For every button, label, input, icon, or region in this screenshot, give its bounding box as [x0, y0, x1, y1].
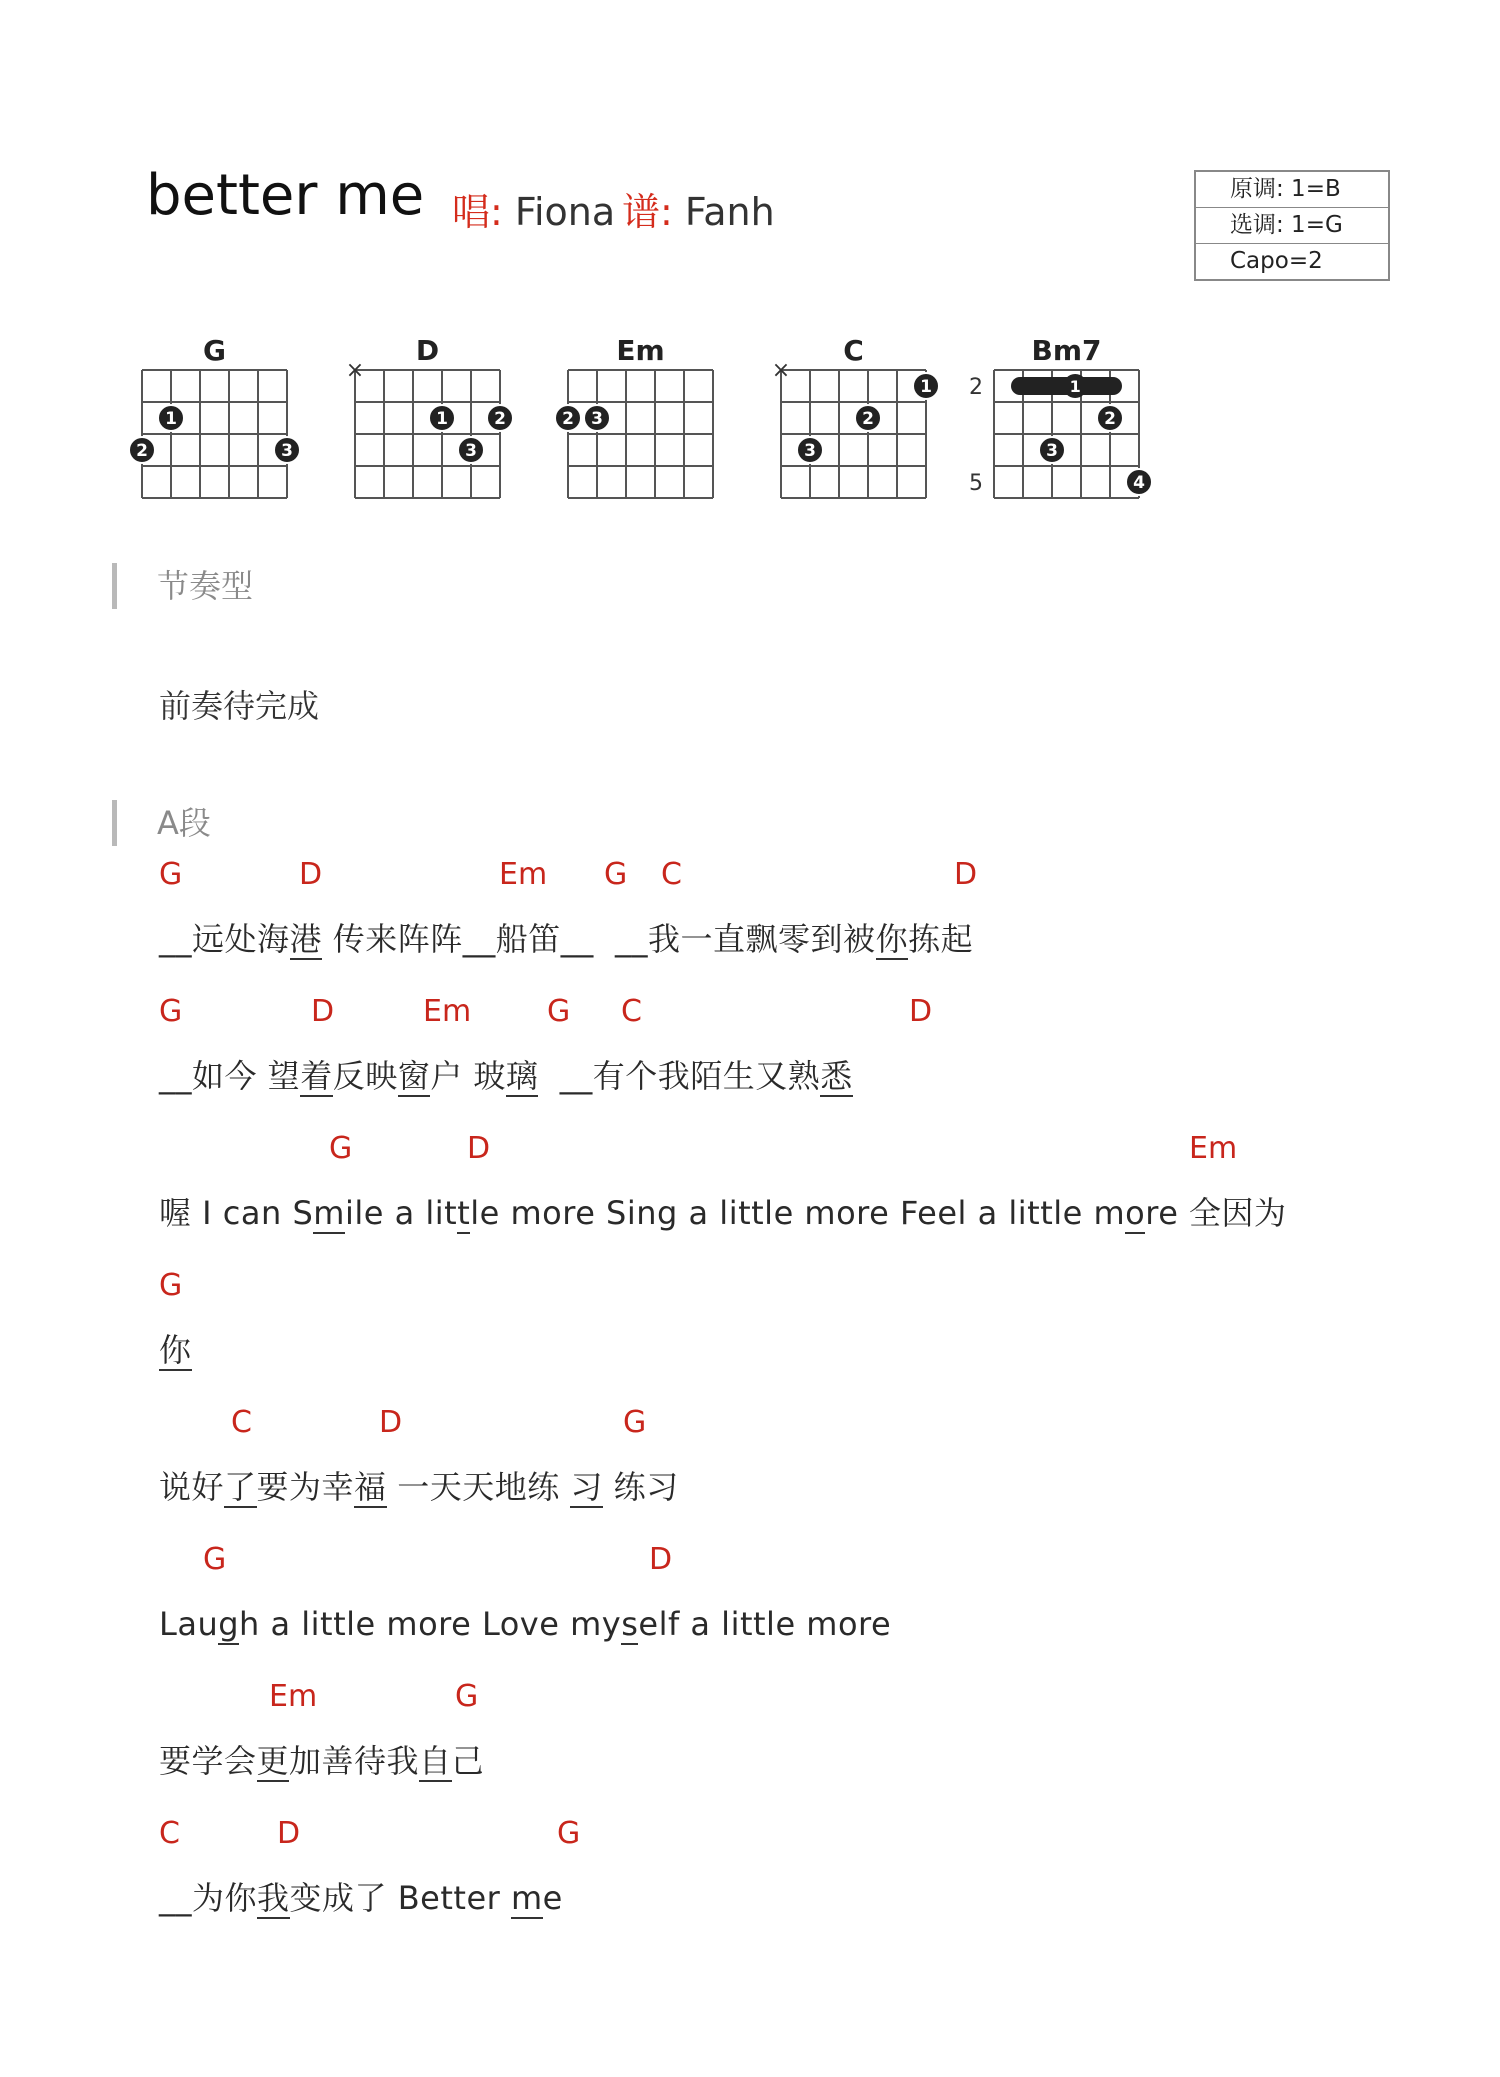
start-fret-label: 2	[969, 375, 983, 400]
underlined-syllable: s	[621, 1605, 639, 1643]
lyric-text: 反映	[332, 1057, 398, 1095]
finger-number: 1	[165, 409, 177, 429]
lyric-text: 要为幸	[256, 1468, 355, 1506]
tab-credit	[622, 190, 775, 234]
chord-symbol: D	[467, 1131, 491, 1166]
chord-name: G	[203, 334, 226, 367]
underlined-syllable: 更	[256, 1742, 290, 1780]
chord-name: C	[843, 334, 864, 367]
underlined-syllable: 我	[257, 1879, 290, 1917]
underlined-syllable: t	[457, 1194, 471, 1232]
chord-symbol: Em	[499, 857, 548, 892]
chord-symbol: G	[159, 1268, 183, 1303]
finger-number: 3	[281, 441, 293, 461]
singer-label: 唱:	[452, 190, 503, 234]
chord-symbol: C	[621, 994, 642, 1029]
chord-symbol: G	[623, 1405, 647, 1440]
lyric-text: le more Sing a little more Feel a little m	[470, 1194, 1126, 1232]
chord-symbol: C	[231, 1405, 252, 1440]
chord-symbol: Em	[1189, 1131, 1238, 1166]
original-key: 原调: 1=B	[1196, 172, 1388, 208]
underlined-syllable: 你	[875, 920, 909, 958]
lyric-text: e	[542, 1879, 563, 1917]
lyric-line	[159, 1877, 563, 1920]
finger-number: 2	[562, 409, 574, 429]
lyric-line	[159, 1603, 891, 1646]
finger-number: 1	[1069, 377, 1081, 396]
underlined-syllable: 璃	[505, 1057, 539, 1095]
underlined-syllable: 港	[289, 920, 323, 958]
chord-symbol: G	[455, 1679, 479, 1714]
chord-symbol: Em	[269, 1679, 318, 1714]
chord-symbol: G	[203, 1542, 227, 1577]
lyric-line	[159, 1329, 192, 1372]
song-title: better me	[146, 163, 425, 228]
lyric-text: re 全因为	[1145, 1194, 1287, 1232]
underlined-syllable: o	[1125, 1194, 1146, 1232]
underlined-syllable: m	[510, 1879, 543, 1917]
section-a: A段	[112, 800, 211, 846]
lyric-text: 一天天地练	[386, 1468, 571, 1506]
section-rhythm-pattern: 节奏型	[112, 563, 253, 609]
lyric-text: 拣起	[908, 920, 974, 958]
finger-number: 2	[136, 441, 148, 461]
chord-symbol: G	[604, 857, 628, 892]
finger-number: 4	[1133, 473, 1145, 493]
selected-key: 选调: 1=G	[1196, 208, 1388, 244]
chord-symbol: D	[954, 857, 978, 892]
lyric-text: 户 玻	[430, 1057, 506, 1095]
lyric-line	[159, 1740, 484, 1783]
underlined-syllable: 你	[159, 1331, 192, 1369]
lyric-text: 喔 I can S	[159, 1194, 314, 1232]
underlined-syllable: 悉	[820, 1057, 853, 1095]
lyric-line	[159, 1466, 679, 1509]
lyric-text: 要学会	[159, 1742, 257, 1780]
key-info-box	[1194, 170, 1390, 281]
chord-symbol: C	[661, 857, 682, 892]
tab-author-name: Fanh	[684, 190, 775, 234]
chord-diagram-d	[325, 320, 555, 510]
lyric-text: 己	[451, 1742, 485, 1780]
lyric-text: __如今 望	[159, 1057, 301, 1095]
chord-name: Bm7	[1031, 334, 1102, 367]
chord-symbol: D	[311, 994, 335, 1029]
lyric-text: 变成了 Better	[289, 1879, 511, 1917]
end-fret-label: 5	[969, 471, 983, 496]
chord-symbol: D	[649, 1542, 673, 1577]
lyric-line	[159, 1055, 853, 1098]
finger-number: 2	[862, 409, 874, 429]
chord-symbol: G	[557, 1816, 581, 1851]
lyric-text: __为你	[159, 1879, 258, 1917]
chord-line	[159, 1816, 1399, 1853]
underlined-syllable: 福	[354, 1468, 387, 1506]
chord-symbol: D	[277, 1816, 301, 1851]
chord-name: Em	[616, 334, 665, 367]
muted-string-mark: ×	[771, 358, 791, 383]
underlined-syllable: m	[313, 1194, 345, 1232]
chord-line	[159, 857, 1399, 894]
chord-symbol: C	[159, 1816, 180, 1851]
lyric-line	[159, 1192, 1287, 1235]
chord-symbol: D	[909, 994, 933, 1029]
muted-string-mark: ×	[345, 358, 365, 383]
underlined-syllable: 着	[300, 1057, 333, 1095]
singer-name: Fiona	[514, 190, 616, 234]
chord-diagram-em	[538, 320, 768, 510]
chord-line	[159, 1405, 1399, 1442]
lyric-text: 加善待我	[289, 1742, 420, 1780]
chord-name: D	[415, 334, 440, 367]
singer-credit	[452, 190, 616, 234]
chord-diagram-g	[112, 320, 342, 510]
chord-diagram-bm7	[964, 320, 1194, 510]
underlined-syllable: 了	[224, 1468, 257, 1506]
chord-symbol: D	[379, 1405, 403, 1440]
finger-number: 3	[1046, 441, 1058, 461]
chord-symbol: G	[159, 857, 183, 892]
lyric-text: 传来阵阵__船笛__ __我一直飘零到被	[322, 920, 876, 958]
finger-number: 2	[494, 409, 506, 429]
underlined-syllable: 自	[419, 1742, 452, 1780]
capo-position: Capo=2	[1230, 248, 1323, 274]
lyric-text: h a little more Love my	[239, 1605, 622, 1643]
underlined-syllable: 习	[570, 1468, 603, 1506]
finger-number: 1	[920, 377, 932, 397]
intro-note: 前奏待完成	[159, 687, 320, 725]
chord-symbol: G	[547, 994, 571, 1029]
finger-number: 1	[436, 409, 448, 429]
chord-line	[159, 1268, 1399, 1305]
chord-line	[159, 994, 1399, 1031]
finger-number: 2	[1104, 409, 1116, 429]
lyric-text: __远处海	[159, 920, 290, 958]
chord-symbol: Em	[423, 994, 472, 1029]
finger-number: 3	[591, 409, 603, 429]
lyric-text: 练习	[602, 1468, 679, 1506]
chord-symbol: G	[329, 1131, 353, 1166]
chord-line	[159, 1542, 1399, 1579]
lyric-text: __有个我陌生又熟	[538, 1057, 821, 1095]
chord-symbol: G	[159, 994, 183, 1029]
chord-line	[159, 1679, 1399, 1716]
chord-line	[159, 1131, 1399, 1168]
finger-number: 3	[804, 441, 816, 461]
lyric-text: 说好	[159, 1468, 225, 1506]
chord-diagram-c	[751, 320, 981, 510]
underlined-syllable: 窗	[397, 1057, 431, 1095]
tab-author-label: 谱:	[622, 190, 673, 234]
lyric-text: elf a little more	[638, 1605, 892, 1643]
lyric-text: ile a lit	[344, 1194, 458, 1232]
lyric-line	[159, 918, 973, 961]
finger-number: 3	[465, 441, 477, 461]
underlined-syllable: g	[218, 1605, 240, 1643]
lyric-text: Lau	[159, 1605, 219, 1643]
chord-symbol: D	[299, 857, 323, 892]
